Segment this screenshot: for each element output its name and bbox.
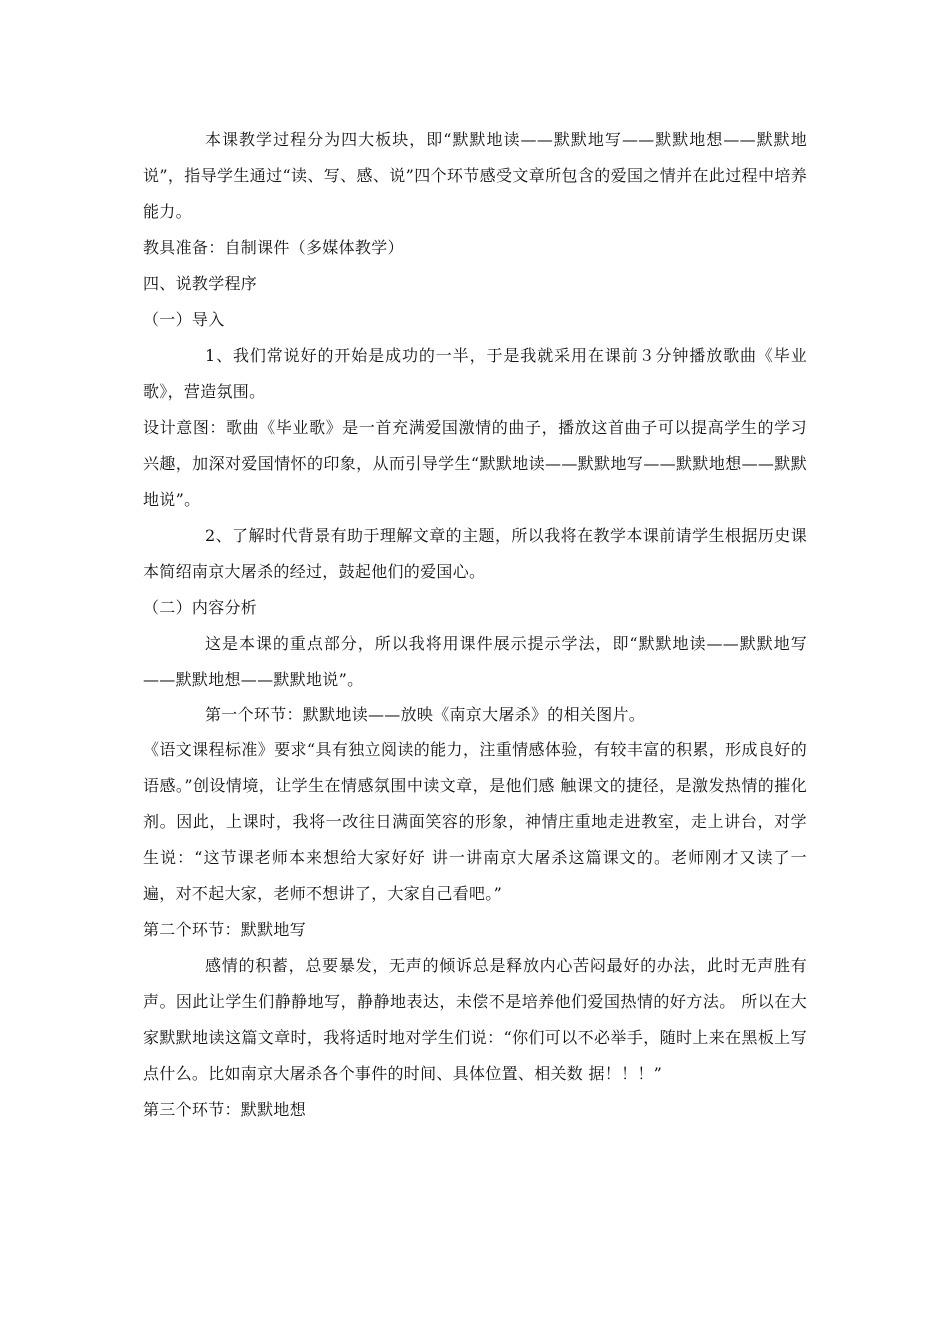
paragraph-teaching-tools: 教具准备：自制课件（多媒体教学） [143,238,404,257]
paragraph-writing-silently: 感情的积蓄，总要暴发，无声的倾诉总是释放内心苦闷最好的办法，此时无声胜有声。因此让学生们静静地写，静静地表达，未偿不是培养他们爱国热情的好方法。 所以在大家默默地读这篇文章时，我将适时地对学生们说：“你们可以不必举手，随时上来在黑板上写点什么。比如南京大屠杀各个事件的时间、具体位置、相关数 据！！！” [143,956,807,1083]
paragraph-first-step: 第一个环节：默默地读——放映《南京大屠杀》的相关图片。 [205,705,646,724]
document-body [143,122,807,1128]
paragraph-historical-background: 2、了解时代背景有助于理解文章的主题，所以我将在教学本课前请学生根据历史课本简绍南京大屠杀的经过，鼓起他们的爱国心。 [143,526,807,581]
paragraph-intro-song: 1、我们常说好的开始是成功的一半，于是我就采用在课前３分钟播放歌曲《毕业歌》，营造氛围。 [143,346,807,401]
paragraph-teaching-process: 本课教学过程分为四大板块，即“默默地读——默默地写——默默地想——默默地说”，指导学生通过“读、写、感、说”四个环节感受文章所包含的爱国之情并在此过程中培养能力。 [143,130,807,221]
paragraph-design-intent: 设计意图：歌曲《毕业歌》是一首充满爱国激情的曲子，播放这首曲子可以提高学生的学习兴趣，加深对爱国情怀的印象，从而引导学生“默默地读——默默地写——默默地想——默默地说”。 [143,418,807,509]
section-heading-teaching-procedure: 四、说教学程序 [143,274,258,293]
subsection-heading-content-analysis: （二）内容分析 [143,598,258,617]
heading-third-step: 第三个环节：默默地想 [143,1100,307,1119]
paragraph-curriculum-standard: 《语文课程标准》要求“具有独立阅读的能力，注重情感体验，有较丰富的积累，形成良好的语感。”创设情境，让学生在情感氛围中读文章，是他们感 触课文的捷径，是激发热情的摧化剂。因此，上课时，我将一改往日满面笑容的形象，神情庄重地走进教室，走上讲台，对学生说：“这节课老师本来想给大家好好 讲一讲南京大屠杀这篇课文的。老师刚才又读了一遍，对不起大家，老师不想讲了，大家自己看吧。” [143,740,807,903]
paragraph-key-part: 这是本课的重点部分，所以我将用课件展示提示学法，即“默默地读——默默地写——默默地想——默默地说”。 [143,634,807,689]
heading-second-step: 第二个环节：默默地写 [143,920,307,939]
subsection-heading-introduction: （一）导入 [143,310,225,329]
